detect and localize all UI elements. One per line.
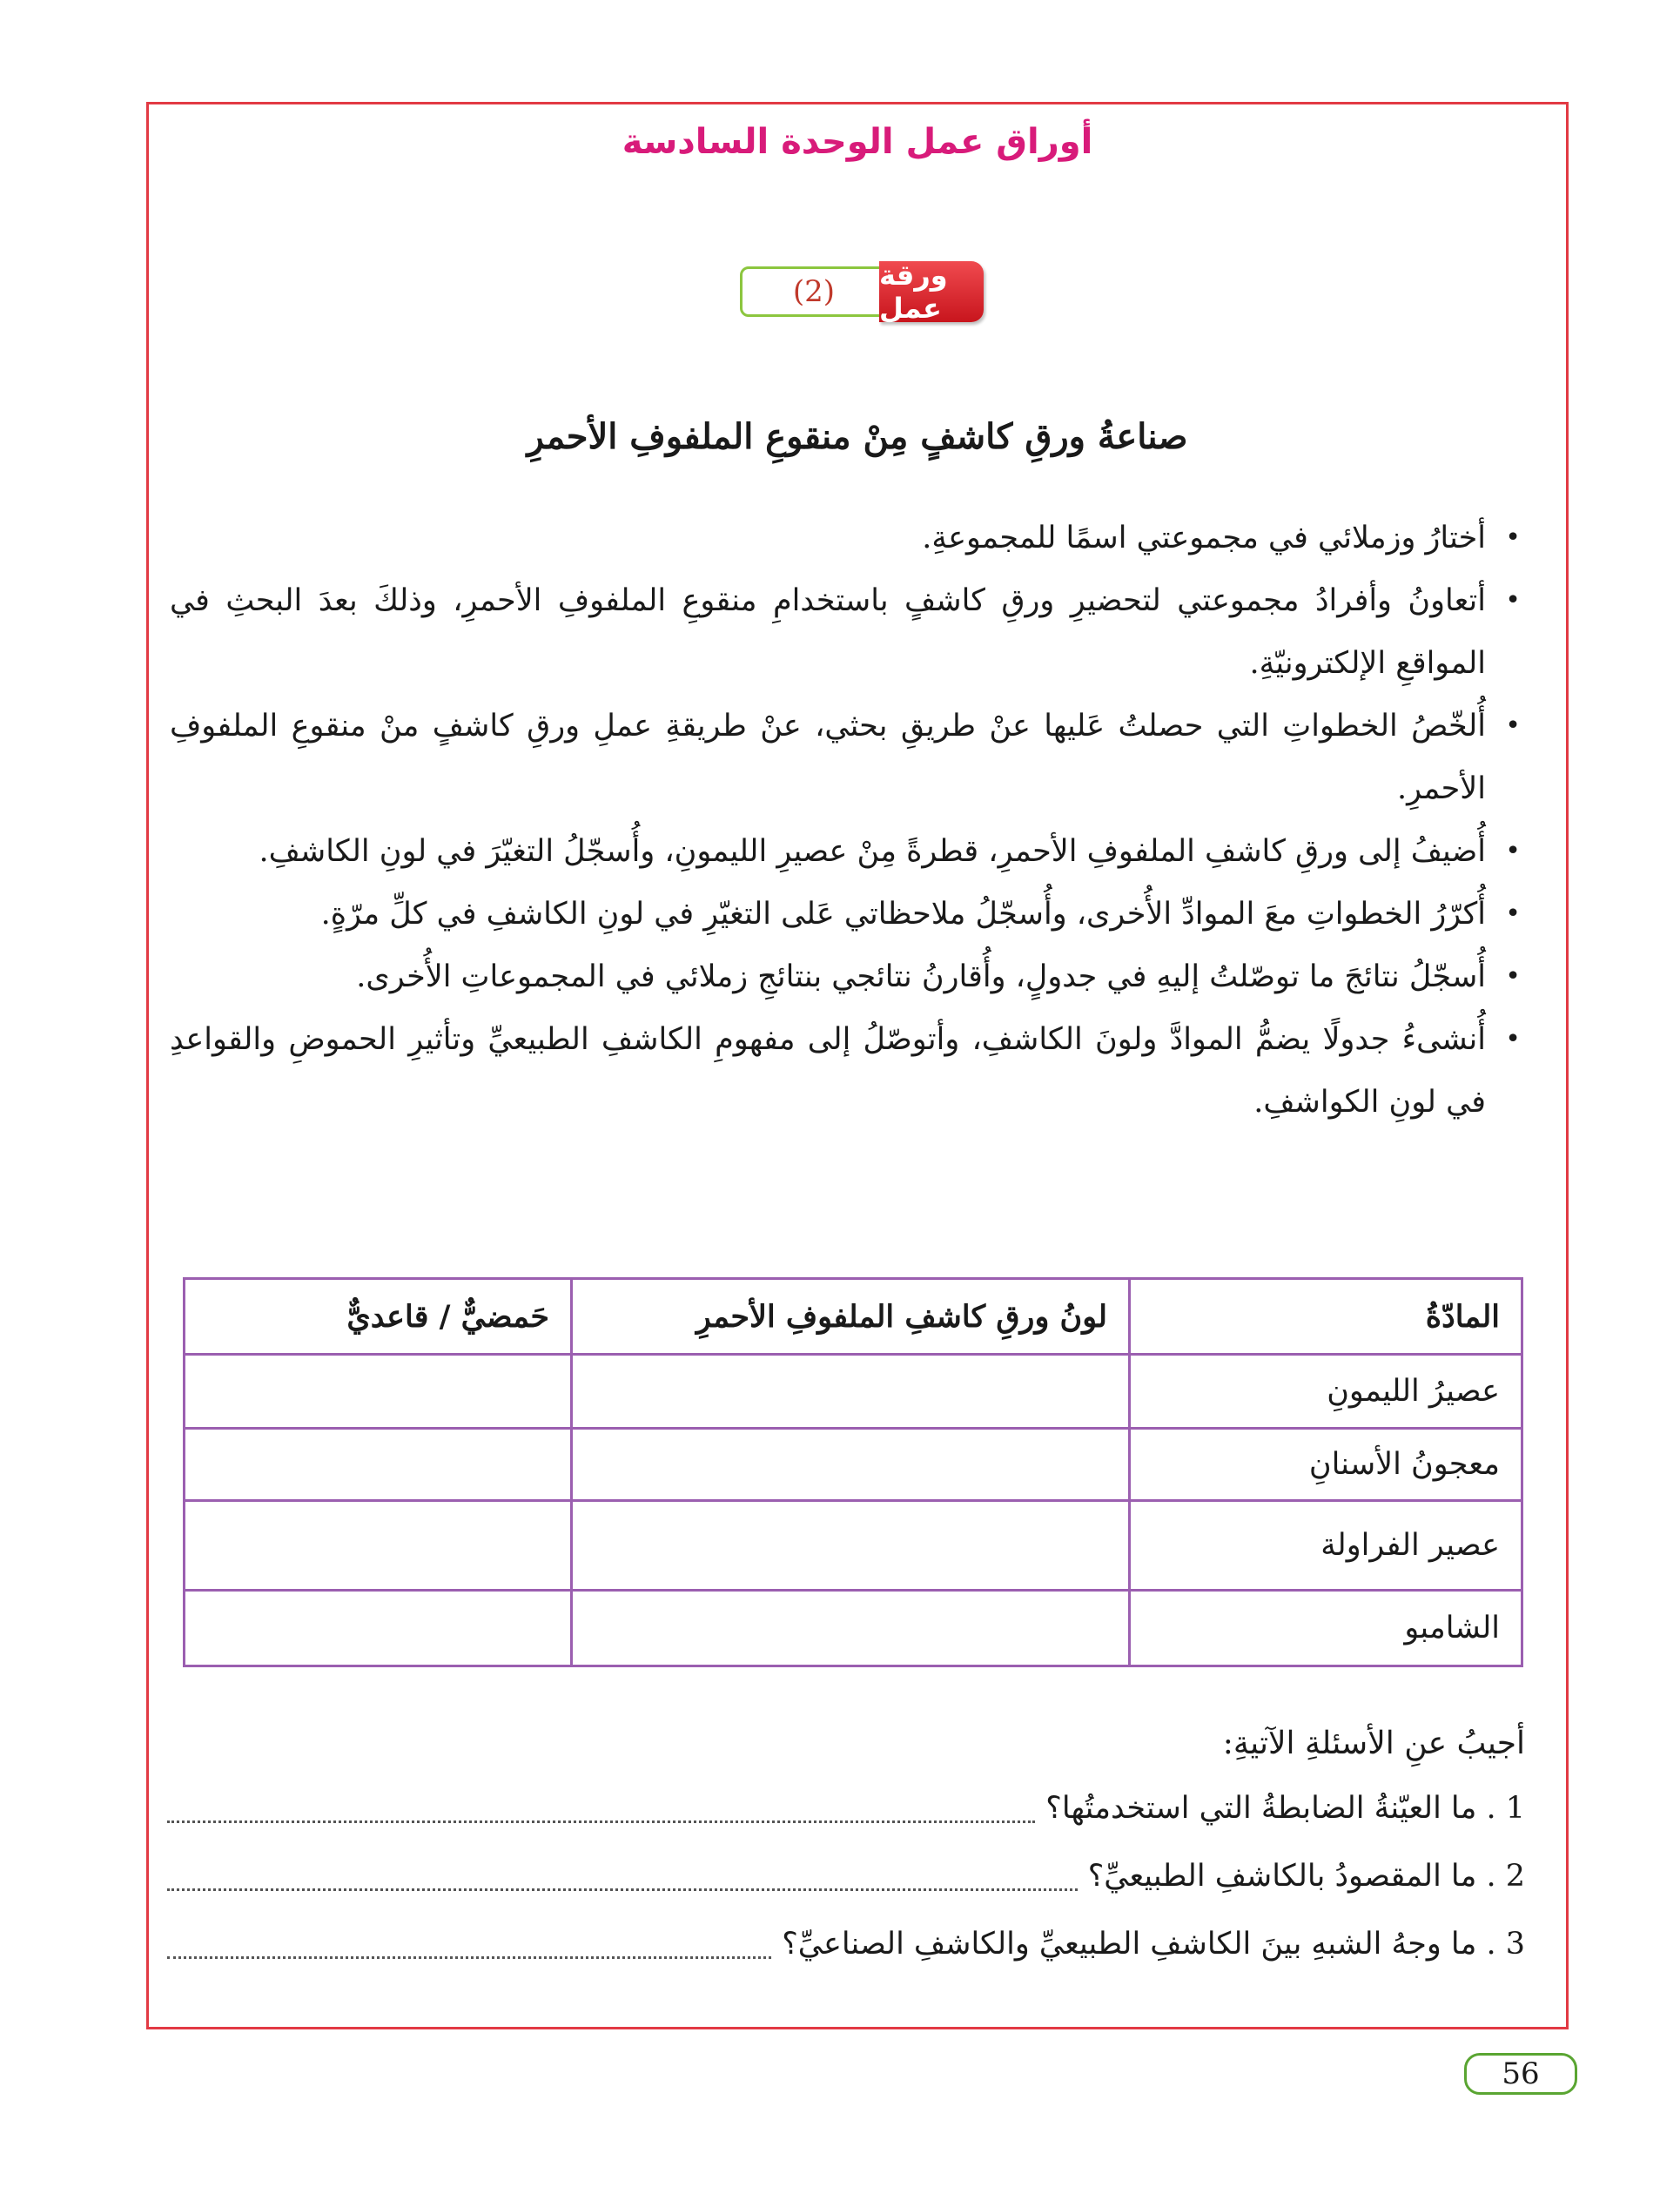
results-table <box>183 1277 1523 1667</box>
unit-title: أوراق عمل الوحدة السادسة <box>622 122 1093 162</box>
material-cell: عصيرُ الليمونِ <box>1130 1355 1522 1429</box>
table-row <box>185 1591 1522 1666</box>
question-text: 1 . ما العيّنةُ الضابطةُ التي استخدمتُها؟ <box>1045 1791 1525 1826</box>
bullet-item: • أُلخّصُ الخطواتِ التي حصلتُ عَليها عنْ طريقِ بحثي، عنْ طريقةِ عملِ ورقِ كاشفٍ منْ منقوعِ الملفوفِ الأحمرِ. <box>170 695 1528 820</box>
acid-base-cell[interactable] <box>185 1429 572 1501</box>
question-text: 2 . ما المقصودُ بالكاشفِ الطبيعيِّ؟ <box>1087 1859 1525 1894</box>
worksheet-badge <box>731 261 984 326</box>
bullet-item: • أختارُ وزملائي في مجموعتي اسمًا للمجموعةِ. <box>170 507 1528 569</box>
acid-base-cell[interactable] <box>185 1501 572 1591</box>
answer-line[interactable] <box>167 1955 771 1959</box>
worksheet-number: (2) <box>740 266 888 317</box>
acid-base-cell[interactable] <box>185 1355 572 1429</box>
color-cell[interactable] <box>572 1591 1130 1666</box>
bullet-item: • أتعاونُ وأفرادُ مجموعتي لتحضيرِ ورقِ كاشفٍ باستخدامِ منقوعِ الملفوفِ الأحمرِ، وذلكَ بعدَ البحثِ في المواقعِ الإلكترونيّةِ. <box>170 569 1528 695</box>
color-cell[interactable] <box>572 1355 1130 1429</box>
bullet-dot-icon: • <box>1505 1024 1521 1054</box>
bullet-item: • أُكرّرُ الخطواتِ معَ الموادِّ الأُخرى، وأُسجّلُ ملاحظاتي عَلى التغيّرِ في لونِ الكاشفِ في كلِّ مرّةٍ. <box>170 883 1528 946</box>
bullet-dot-icon: • <box>1505 585 1521 616</box>
bullet-dot-icon: • <box>1505 522 1521 553</box>
question-item <box>167 1774 1525 1842</box>
bullet-dot-icon: • <box>1505 710 1521 741</box>
main-title: صناعةُ ورقِ كاشفٍ مِنْ منقوعِ الملفوفِ الأحمرِ <box>527 416 1188 457</box>
bullet-dot-icon: • <box>1505 961 1521 992</box>
question-item <box>167 1842 1525 1910</box>
bullet-list <box>170 507 1528 1134</box>
material-cell: عصير الفراولة <box>1130 1501 1522 1591</box>
worksheet-label: ورقة عمل <box>879 261 984 322</box>
table-row <box>185 1429 1522 1501</box>
table-header-row <box>185 1279 1522 1355</box>
bullet-item: • أُسجّلُ نتائجَ ما توصّلتُ إليهِ في جدولٍ، وأُقارنُ نتائجي بنتائجِ زملائي في المجموعاتِ الأُخرى. <box>170 946 1528 1008</box>
answer-line[interactable] <box>167 1888 1078 1891</box>
questions-intro: أجيبُ عنِ الأسئلةِ الآتيةِ: <box>1222 1726 1525 1761</box>
bullet-item: • أُنشىءُ جدولًا يضمُّ الموادَّ ولونَ الكاشفِ، وأتوصّلُ إلى مفهومِ الكاشفِ الطبيعيِّ وتأثيرِ الحموضِ والقواعدِ في لونِ الكواشفِ. <box>170 1008 1528 1134</box>
bullet-dot-icon: • <box>1505 898 1521 929</box>
material-cell: معجونُ الأسنانِ <box>1130 1429 1522 1501</box>
header-indicator-color: لونُ ورقِ كاشفِ الملفوفِ الأحمرِ <box>572 1279 1130 1355</box>
header-material: المادّةُ <box>1130 1279 1522 1355</box>
acid-base-cell[interactable] <box>185 1591 572 1666</box>
header-acid-base: حَمضيٌّ / قاعديٌّ <box>185 1279 572 1355</box>
answer-line[interactable] <box>167 1820 1035 1823</box>
color-cell[interactable] <box>572 1501 1130 1591</box>
bullet-item: • أُضيفُ إلى ورقِ كاشفِ الملفوفِ الأحمرِ، قطرةً مِنْ عصيرِ الليمونِ، وأُسجّلُ التغيّرَ في لونِ الكاشفِ. <box>170 820 1528 883</box>
table-row <box>185 1355 1522 1429</box>
bullet-dot-icon: • <box>1505 836 1521 866</box>
question-text: 3 . ما وجهُ الشبهِ بينَ الكاشفِ الطبيعيِّ والكاشفِ الصناعيِّ؟ <box>782 1927 1525 1962</box>
table-row <box>185 1501 1522 1591</box>
material-cell: الشامبو <box>1130 1591 1522 1666</box>
color-cell[interactable] <box>572 1429 1130 1501</box>
page-number: 56 <box>1464 2053 1577 2095</box>
questions-section <box>167 1713 1525 1978</box>
question-item <box>167 1910 1525 1978</box>
